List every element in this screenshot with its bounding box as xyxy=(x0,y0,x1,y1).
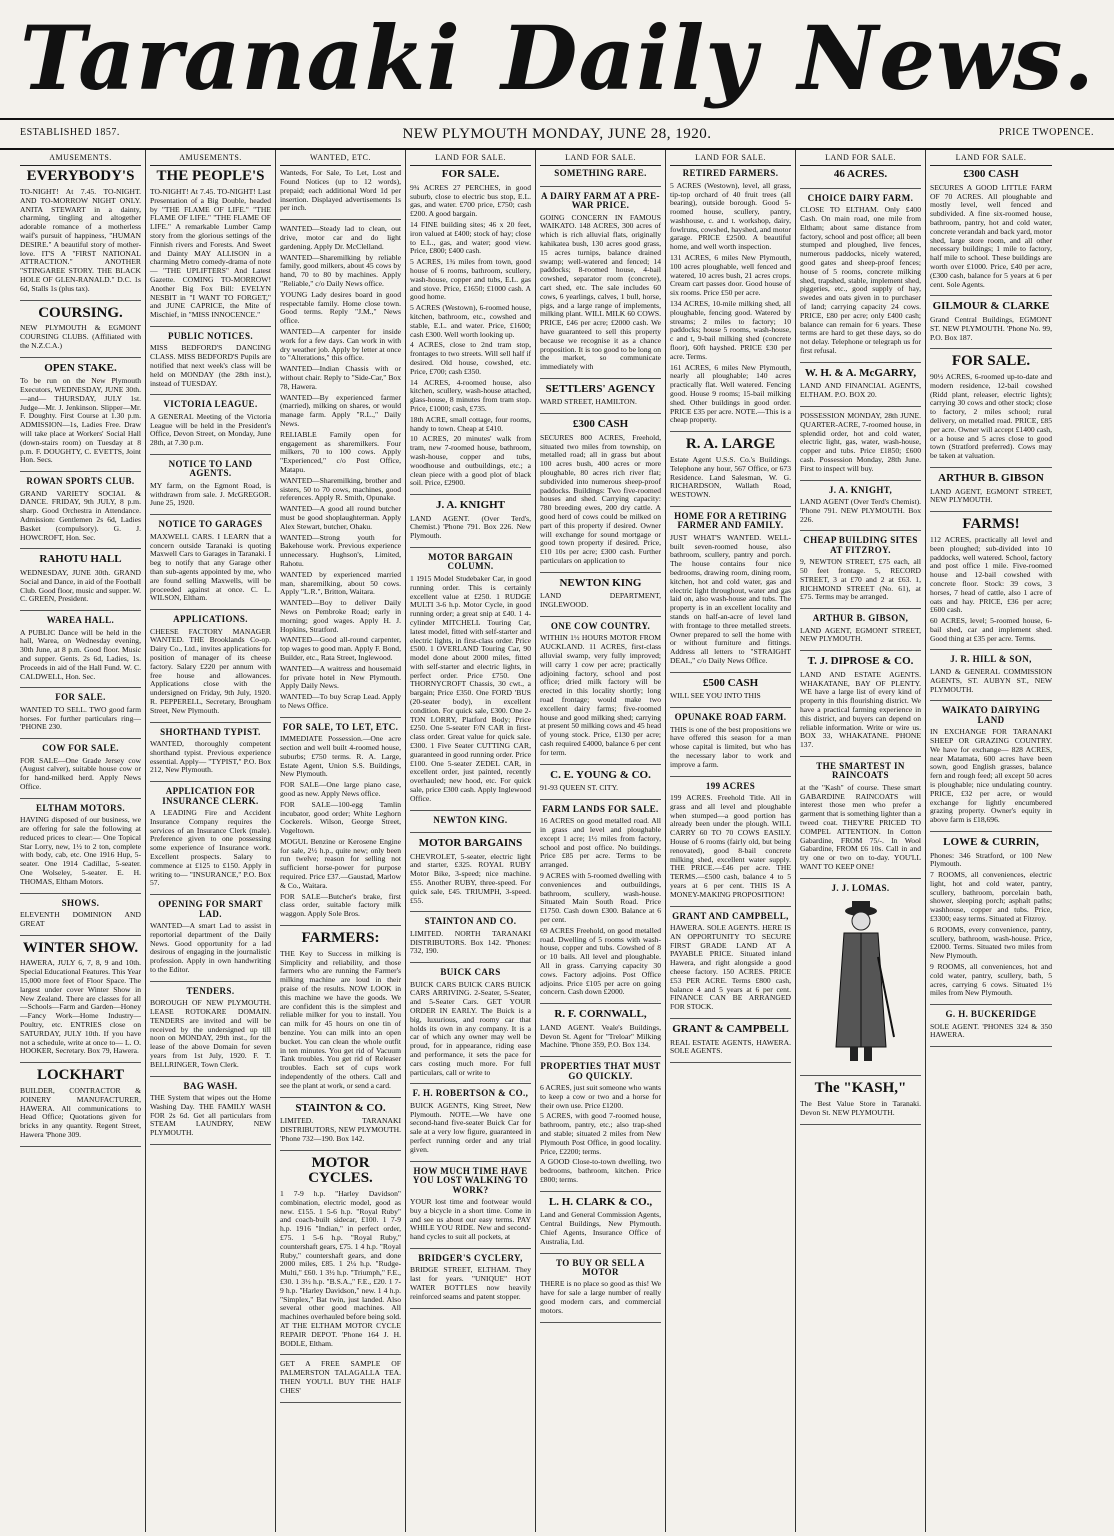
column xyxy=(406,150,536,1532)
ad-text: 5 ACRES (Westown), 6-roomed house, kitchen, bathroom, etc., cowshed and stable, E.L. and water. Price, £1600; cash £300. Well worth looking up. xyxy=(410,303,531,339)
ad-text: LAND AND FINANCIAL AGENTS, ELTHAM. P.O. BOX 20. xyxy=(800,381,921,400)
ad-text: THE System that wipes out the Home Washing Day. THE FAMILY WASH FOR 2s 6d. Get all particulars from STEAM LAUNDRY, NEW PLYMOUTH. xyxy=(150,1093,271,1138)
ad-heading: SHORTHAND TYPIST. xyxy=(160,726,261,737)
ad-heading: HOW MUCH TIME HAVE YOU LOST WALKING TO WORK? xyxy=(412,1165,529,1195)
ad-heading: CHEAP BUILDING SITES AT FITZROY. xyxy=(803,535,918,555)
ad-text: HAWERA, JULY 6, 7, 8, 9 and 10th. Special Educational Features. This Year 15,000 more feet of Floor Space. The largest under cover Winter Show in New Zealand. There are classes for all—Schools—Farm and Garden—Honey—Fancy Work—Home Industry—Poultry, etc. ENTRIES close on SATURDAY, JULY 10th. If you have not a schedule, write at once to— L. O. HOOKER, Secretary. Box 79, Hawera. xyxy=(20,958,141,1056)
ad-text: WANTED, thoroughly competent shorthand typist. Previous experience essential. Apply— "TYPIST," P.O. Box 212, New Plymouth. xyxy=(150,738,271,775)
advertisement xyxy=(20,477,141,549)
ad-text: 134 ACRES, 10-mile milking shed, all ploughable, fencing good. Watered by streams; 2 miles to factory; 10 paddocks; house 5 rooms, wash-house, c and t, 9-bail milking shed (concrete floor), 60ft hayshed. PRICE £30 per acre. Terms. xyxy=(670,299,791,361)
ad-heading: GRANT AND CAMPBELL, xyxy=(672,910,789,921)
ad-heading: OPUNAKE ROAD FARM. xyxy=(674,712,787,723)
raincoat-man-illustration xyxy=(816,897,906,1067)
ad-text: FOR SALE—One large piano case, good as new. Apply News office. xyxy=(280,780,401,798)
advertisement xyxy=(670,782,791,907)
ad-text: BOROUGH OF NEW PLYMOUTH. LEASE ROTOKARE DOMAIN. TENDERS are invited and will be received by the undersigned up till noon on MONDAY, 29th inst., for the lease of the above Domain for seven years from 1st July, 1920. F. T. BELLRINGER, Town Clerk. xyxy=(150,998,271,1069)
ad-heading: WAIKATO DAIRYING LAND xyxy=(941,705,1041,725)
ad-heading: SETTLERS' AGENCY xyxy=(545,382,656,395)
ad-heading: PROPERTIES THAT MUST GO QUICKLY. xyxy=(540,1061,661,1081)
ad-text: JUST WHAT'S WANTED. WELL-built seven-roomed house, also bathroom, scullery, pantry and porch. The house contains four nice bedrooms, drawing room, dining room, kitchen, hot and cold water, gas and electric light throughout, water and gas laid on, also wash-house and tubs. The property is in an excellent locality and stands on half-an-acre of level land with frontage to three metalled streets. Owner prepared to sell the home with or without furniture and fittings. Address all letters to "STRAIGHT DEAL," c/o Daily News Office. xyxy=(670,532,791,665)
advertisement xyxy=(150,400,271,455)
ad-text: HAWERA. SOLE AGENTS. HERE IS AN OPPORTUNITY TO SECURE FIRST GRADE LAND AT A PAYABLE PRICE. Situated inland Hawera, and right alongside a good cheese factory. 150 ACRES. PRICE £53 PER ACRE. Terms £800 cash, balance 4 and 5 years at 6 per cent. FINANCE CAN BE ARRANGED FOR STOCK. xyxy=(670,922,791,1012)
issue-date: NEW PLYMOUTH MONDAY, JUNE 28, 1920. xyxy=(402,126,712,142)
advertisement xyxy=(930,473,1052,512)
ad-text: IMMEDIATE Possession.—One acre section and well built 4-roomed house, suburbs; £750 terms. R. A. Large, Estate Agent, Union S.S. Buildings, New Plymouth. xyxy=(280,734,401,779)
advertisement xyxy=(280,1360,401,1402)
column-header: LAND FOR SALE. xyxy=(410,150,531,166)
ad-text: 14 ACRES, 4-roomed house, also kitchen, scullery, wash-house attached, glass-house, 8 minutes from tram stop. Price, £1000; cash, £735. xyxy=(410,377,531,413)
ad-heading: W. H. & A. McGARRY, xyxy=(804,366,917,379)
ad-text: A GOOD Close-to-town dwelling, two bedrooms, bathroom, kitchen. Price £800; terms. xyxy=(540,1157,661,1184)
column xyxy=(146,150,276,1532)
ad-text: MAXWELL CARS. I LEARN that a concern outside Taranaki is quoting Maxwell Cars to Garages in Taranaki. I beg to notify that any Garage other than sub-agents appointed by me, who are found selling Maxwells, will be proceeded against at once. C. L. WILSON, Eltham. xyxy=(150,531,271,603)
advertisement xyxy=(540,419,661,573)
ad-text: WANTED—Good all-round carpenter, top wages to good man. Apply F. Bond, Builder, etc., Rata Street, Inglewood. xyxy=(280,635,401,662)
advertisement xyxy=(410,169,531,495)
ad-heading: 46 ACRES. xyxy=(833,168,888,181)
column xyxy=(666,150,796,1532)
ad-text: GOING CONCERN IN FAMOUS WAIKATO. 148 ACRES, 300 acres of which is rich alluvial flats, originally kahikatea bush, 130 acres good grass, 15 acres turnips, balance drained swamp; well-watered and fenced; 14 paddocks; 8-roomed house, 4-bail cowshed, separator room (concrete), cart shed, etc. The sale includes 60 cows, 6 yearlings, calves, 1 bull, horse, pigs, and a large range of implements, milking plant. WILL MILK 60 COWS. PRICE, £46 per acre; £2000 cash. We have guaranteed to sell this property because we recognise it as a chance proposition. It is too good to be long on the market, so communicate immediately with xyxy=(540,212,661,372)
ad-text: LAND AGENT, EGMONT STREET, NEW PLYMOUTH. xyxy=(800,625,921,644)
ad-text: 6 ACRES, just suit someone who wants to keep a cow or two and a horse for their own use. Price £1200. xyxy=(540,1083,661,1110)
ad-text: SOLE AGENT. 'PHONES 324 & 350 HAWERA. xyxy=(930,1021,1052,1040)
ad-heading: J. A. KNIGHT xyxy=(435,499,506,512)
ad-text: WANTED—A smart Lad to assist in reportorial department of the Daily News. Good opportunity for a lad desirous of engaging in the journalistic profession. Apply in own handwriting to the Editor. xyxy=(150,921,271,975)
advertisement xyxy=(20,363,141,473)
advertisement xyxy=(150,787,271,895)
ad-text: WITHIN 1½ HOURS MOTOR FROM AUCKLAND. 11 ACRES, first-class alluvial swamp, very fully improved; will carry 1 cow per acre; practically adjoining factory, school and post office; dried milk factory will be erected in this locality shortly; long road frontage; would make two excellent dairy farms; five-roomed house and good milking shed; carrying at present 50 milking cows and 45 head of young stock. Price, £130 per acre; cash required £4000, balance 6 per cent for term. xyxy=(540,633,661,757)
ad-heading: APPLICATION FOR INSURANCE CLERK. xyxy=(162,786,259,806)
advertisement xyxy=(150,900,271,982)
ad-heading: MOTOR CYCLES. xyxy=(308,1154,373,1187)
ad-heading: GILMOUR & CLARKE xyxy=(932,300,1050,313)
ad-heading: SHOWS. xyxy=(61,897,100,908)
ad-heading: NEWTON KING. xyxy=(433,814,508,825)
advertisement xyxy=(930,301,1052,349)
newspaper-columns xyxy=(16,150,1106,1532)
ad-heading: WINTER SHOW. xyxy=(22,939,139,956)
advertisement xyxy=(930,354,1052,468)
advertisement xyxy=(280,1156,401,1356)
ad-heading: FARM LANDS FOR SALE. xyxy=(542,803,659,814)
ad-text: THERE is no place so good as this! We have for sale a large number of really good modern cars, and commercial motors. xyxy=(540,1279,661,1315)
advertisement xyxy=(280,1103,401,1151)
advertisement xyxy=(670,912,791,1019)
ad-text: 9¾ ACRES 27 PERCHES, in good suburb, close to electric bus stop, E.L. gas, and water. £700 price, £750; cash £200. A good bargain. xyxy=(410,182,531,219)
ad-text: IN EXCHANGE FOR TARANAKI SHEEP OR GRAZING COUNTRY. We have for exchange— 828 ACRES, near Matamata, 600 acres have been sown, good English grasses, balance fern and rough feed; all except 50 acres is ploughable; nice undulating country. PRICE, £32 per acre, or would exchange for lightly encumbered grazing property. Owner's equity in above farm is £18,696. xyxy=(930,727,1052,825)
advertisement xyxy=(930,1010,1052,1047)
ad-text: FOR SALE—100-egg Tamlin incubator, good order; White Leghorn Cockerels. Wilson, George Street, Vogeltown. xyxy=(280,799,401,836)
ad-text: CHEVROLET, 5-seater, electric light and starter, £325. ROYAL RUBY Motor Bike, 3-speed; nice machine. £55. Another RUBY, three-speed. For quick sale, £45. TRIUMPH, 3-speed. £55. xyxy=(410,851,531,905)
ad-text: FOR SALE—Butcher's brake, first class order, suitable factory milk waggon. Apply Sole Bros. xyxy=(280,891,401,919)
advertisement xyxy=(150,169,271,327)
ad-text: CLOSE TO ELTHAM. Only £400 Cash. On main road, one mile from Eltham; about same distance from factory, school and post office; all been stumped and ploughed, live fences, numerous paddocks, nicely watered, good gates and sheep-proof fences; house of 5 rooms, concrete milking shed, trapshed, stable, implement shed, piggeries, etc., good supply of hay, swedes and oats given in to purchaser of land; carrying capacity 24 cows. PRICE, £80 per acre; only £400 cash; balance can remain for 6 years. These terms are hard to get these days, so do not delay. Telephone or telegraph us for first refusal. xyxy=(800,205,921,355)
ad-heading: ELTHAM MOTORS. xyxy=(35,802,126,813)
ad-text: 5 ACRES, 1¾ miles from town, good house of 6 rooms, bathroom, scullery, wash-house, copper and tubs, E.L. gas and stove. Price, £1650; £1000 cash. A good home. xyxy=(410,257,531,302)
ad-heading: ONE COW COUNTRY. xyxy=(550,620,651,631)
ad-text: GET A FREE SAMPLE OF PALMERSTON TALAGALLA TEA. THEN YOU'LL BUY THE HALF CHES' xyxy=(280,1359,401,1395)
ad-text: WANTED TO SELL. TWO good farm horses. For further particulars ring— 'PHONE 230. xyxy=(20,704,141,732)
advertisement xyxy=(800,486,921,532)
advertisement xyxy=(540,770,661,800)
advertisement xyxy=(20,169,141,300)
advertisement xyxy=(800,536,921,609)
ad-text: 131 ACRES, 6 miles New Plymouth, 100 acres ploughable, well fenced and watered, 10 acres bush, 21 acres crops. Cream cart passes door. Good house of six rooms. Price £50 per acre. xyxy=(670,253,791,298)
advertisement xyxy=(930,655,1052,701)
advertisement xyxy=(800,884,921,1076)
advertisement xyxy=(20,554,141,611)
column xyxy=(796,150,926,1532)
ad-heading: T. J. DIPROSE & CO. xyxy=(807,655,914,668)
ad-text: WARD STREET, HAMILTON. xyxy=(540,397,637,407)
ad-text: A LEADING Fire and Accident Insurance Company requires the services of an Insurance Clerk (male). Preference given to one possessing some experience of Insurance work. Excellent prospects. Salary to commence at £125 to £150. Apply in writing to— "INSURANCE," P.O. Box 57. xyxy=(150,808,271,888)
advertisement xyxy=(540,1009,661,1057)
ad-heading: J. A. KNIGHT, xyxy=(828,484,893,495)
ad-text: WANTED—Sharemilking by reliable family, good milkers, about 45 cows by hand, 70 to 80 by machines. Apply "Reliable," c/o Daily News office. xyxy=(280,252,401,289)
ad-heading: NOTICE TO LAND AGENTS. xyxy=(168,459,253,479)
advertisement xyxy=(20,744,141,799)
ad-heading: LOWE & CURRIN, xyxy=(943,835,1039,848)
ad-text: WANTED—Indian Chassis with or without chair. Reply to "Side-Car," Box 78, Hawera. xyxy=(280,364,401,391)
ad-text: 6 ROOMS, every convenience, pantry, scullery, bathroom, wash-house. Price, £2000. Terms. Situated two miles from New Plymouth. xyxy=(930,924,1052,961)
ad-text: Land and General Commission Agents, Central Buildings, New Plymouth. Chief Agents, Insurance Office of Australia, Ltd. xyxy=(540,1210,661,1246)
ad-heading: BAG WASH. xyxy=(183,1080,238,1091)
ad-text: LAND AGENT, EGMONT STREET, NEW PLYMOUTH. xyxy=(930,486,1052,505)
ad-text: MOGUL Benzine or Kerosene Engine for sale, 2½ h.p., quite new; only been run twelve; reason for selling not sufficient horse-power for purpose required. Price £37.—Gaustad, Marlow & Co., Waitara. xyxy=(280,836,401,890)
ad-text: To be run on the New Plymouth Executors, WEDNESDAY, JUNE 30th. —and— THURSDAY, JULY 1st. Judge—Mr. J. Jenkinson. Slipper—Mr. F. Doughty. First Course at 1.30 p.m. ADMISSION—1s, Ladies Free. Draw will take place at Workers' Social Hall (down-stairs room) on Tuesday at 8 p.m. F. DOUGHTY, C. EVETTS, Joint Hon. Secs. xyxy=(20,376,141,465)
advertisement xyxy=(930,706,1052,832)
advertisement xyxy=(800,762,921,879)
advertisement xyxy=(800,169,921,189)
column-header: AMUSEMENTS. xyxy=(20,150,141,166)
ad-text: WANTED—A carpenter for inside work for a few days. Can work in with dry weather job. Apply by letter at once to "Alterations," this office. xyxy=(280,327,401,363)
advertisement xyxy=(540,384,661,414)
advertisement xyxy=(540,1259,661,1323)
advertisement xyxy=(280,169,401,220)
ad-text: WANTED—To buy Scrap Lead. Apply to News Office. xyxy=(280,692,401,710)
ad-text: 1 7-9 h.p. "Harley Davidson" combination, electric model, good as new. £155. 1 5-6 h.p. "Royal Ruby" and coach-built sidecar, £100. 1 7-9 h.p. 1916 "Indian," in perfect order, £75. 1 5-6 h.p. "Royal Ruby," countershaft gears, £75. 1 4 h.p. "Royal Ruby," countershaft gears, and done 2000 miles, £85. 1 2¼ h.p. "Rudge-Multi," £60. 1 3½ h.p. "Triumph," F.E., £30. 1 3½ h.p. "B.S.A.," F.E., £20. 1 7-9 h.p. "Harley Davidson," new. 1 4 h.p. "Simplex," Bat twin, just landed. Also several other good machines. All machines overhauled before being sold. AT THE ELTHAM MOTOR CYCLE REPAIR DEPOT. 'Phone 164 J. H. BODLE, Eltham. xyxy=(280,1189,401,1348)
advertisement xyxy=(800,412,921,481)
ad-text: 161 ACRES, 6 miles New Plymouth, nearly all ploughable; 140 acres practically flat. Well watered. Fencing good. House 9 rooms; 15-bail milking shed. Other buildings in good order. PRICE £35 per acre. NOTE.—This is a cheap property. xyxy=(670,362,791,425)
ad-heading: APPLICATIONS. xyxy=(173,614,248,625)
ad-heading: FOR SALE. xyxy=(951,353,1031,370)
ad-text: 199 ACRES. Freehold Title. All in grass and all level and ploughable when stumped—a good portion has already been under the plough. WILL CARRY 60 TO 70 COWS EASILY. House of 6 rooms (fairly old, but being renovated), good 8-bail concrete milking shed, excellent water supply. THE PRICE.—£46 per acre. THE TERMS.—£500 cash, balance 4 to 5 years at 6 per cent. THIS IS A MONEY-MAKING PROPOSITION! xyxy=(670,792,791,899)
advertisement xyxy=(540,169,661,186)
advertisement xyxy=(410,917,531,963)
ad-heading: GRANT & CAMPBELL xyxy=(672,1022,789,1035)
ad-heading: FOR SALE. xyxy=(441,168,500,181)
advertisement xyxy=(410,1089,531,1161)
ad-heading: J. R. HILL & SON, xyxy=(950,654,1032,665)
ad-heading: RETIRED FARMERS. xyxy=(682,168,779,179)
advertisement xyxy=(410,968,531,1084)
ad-text: LAND DEPARTMENT, INGLEWOOD. xyxy=(540,591,661,610)
ad-heading: ARTHUR B. GIBSON, xyxy=(812,613,909,624)
ad-text: WANTED by experienced married man, sharemilking, about 50 cows. Apply "L.R.", Britton, Waitara. xyxy=(280,569,401,597)
ad-heading: NEWTON KING xyxy=(559,576,642,589)
advertisement xyxy=(800,368,921,407)
column xyxy=(536,150,666,1532)
ad-text: The Best Value Store in Taranaki. Devon St. NEW PLYMOUTH. xyxy=(800,1098,921,1117)
ad-text: WANTED—Sharemilking, brother and sisters, 50 to 70 cows, machines, good references. Apply R. Smith, Opunake. xyxy=(280,475,401,503)
ad-heading: TO BUY OR SELL A MOTOR xyxy=(556,1257,645,1277)
advertisement xyxy=(150,332,271,395)
ad-text: LIMITED. TARANAKI DISTRIBUTORS, NEW PLYMOUTH. 'Phone 732—190. Box 142. xyxy=(280,1116,401,1143)
advertisement xyxy=(670,1024,791,1063)
ad-text: WANTED—By experienced farmer (married), milking on shares, or would manage farm. Apply "R.L.," Daily News. xyxy=(280,392,401,428)
advertisement xyxy=(800,656,921,757)
ad-heading: The "KASH," xyxy=(814,1080,907,1097)
ad-text: TO-NIGHT! At 7.45. TO-NIGHT! Last Presentation of a Big Double, headed by "THE FLAME OF LIFE." "THE FLAME OF LIFE." "THE FLAME OF LIFE." A remarkable Lumber Camp story from the glorious settings of the Finnish rivers and Forests. And Sweet and Dainty MAY ALLISON in a charming Metro comedy-drama of note— "THE UPLIFTERS" And Latest Gazette. COMING TO-MORROW! Another Big Fox Bill: EVELYN NESBIT in "I WANT TO FORGET," and JUNE CAPRICE, the Mite of Mischief, in "MISS INNOCENCE." xyxy=(150,187,271,320)
ad-text: 91-93 QUEEN ST. CITY. xyxy=(540,783,618,793)
advertisement xyxy=(280,225,401,717)
advertisement xyxy=(150,460,271,515)
ad-heading: £500 CASH xyxy=(702,676,759,689)
ad-text: BUICK AGENTS, King Street, New Plymouth. NOTE.—We have one second-hand five-seater Buick Car for sale at a very low figure, guaranteed in perfect running order and any trial given. xyxy=(410,1100,531,1154)
ad-heading: L. H. CLARK & CO., xyxy=(548,1195,653,1208)
ad-text: 14 FINE building sites; 46 x 20 feet, iron valued at £400; stock of hay; close to E.L., gas, and water; good view. Price, £800; £400 cash. xyxy=(410,220,531,256)
ad-heading: RAHOTU HALL xyxy=(39,553,122,566)
ad-heading: FARMERS: xyxy=(301,930,380,947)
ad-heading: £300 CASH xyxy=(963,168,1019,181)
ad-heading: PUBLIC NOTICES. xyxy=(167,330,254,341)
ad-heading: G. H. BUCKERIDGE xyxy=(945,1009,1037,1020)
ad-heading: ROWAN SPORTS CLUB. xyxy=(26,476,135,487)
advertisement xyxy=(930,169,1052,296)
advertisement xyxy=(410,1167,531,1249)
advertisement xyxy=(20,804,141,894)
advertisement xyxy=(150,520,271,610)
ad-heading: HOME FOR A RETIRING FARMER AND FAMILY. xyxy=(674,510,787,531)
ad-heading: TENDERS. xyxy=(186,985,235,996)
title-word: Taranaki xyxy=(20,6,461,110)
advertisement xyxy=(150,728,271,783)
ad-heading: FOR SALE. xyxy=(55,692,106,703)
ad-text: WANTED—A waitress and housemaid for private hotel in New Plymouth. Apply Daily News. xyxy=(280,663,401,691)
advertisement xyxy=(540,578,661,617)
ad-text: NEW PLYMOUTH & EGMONT COURSING CLUBS. (Affiliated with the N.Z.C.A.) xyxy=(20,323,141,350)
advertisement xyxy=(410,500,531,548)
column xyxy=(276,150,406,1532)
advertisement xyxy=(20,693,141,739)
ad-heading: ARTHUR B. GIBSON xyxy=(938,472,1044,485)
advertisement xyxy=(930,517,1052,650)
advertisement xyxy=(410,816,531,833)
advertisement xyxy=(20,306,141,358)
ad-heading: BUICK CARS xyxy=(440,967,501,978)
column xyxy=(926,150,1056,1532)
advertisement xyxy=(150,987,271,1077)
ad-text: 112 ACRES, practically all level and been ploughed; sub-divided into 10 paddocks, well watered. School, factory and post office 1 mile. Five-roomed house and 12-bail cowshed with concrete floor. Stock: 39 cows, 3 horses, 7 head of cattle, also 1 acre of oats and hay. PRICE, £36 per acre; £600 cash. xyxy=(930,534,1052,615)
ad-text: A GENERAL Meeting of the Victoria League will be held in the President's Office, Devon Street, on Monday, June 28th, at 7.30 p.m. xyxy=(150,411,271,448)
advertisement xyxy=(670,437,791,507)
ad-text: 5 ACRES, with good 7-roomed house, bathroom, pantry, etc.; also trap-shed and stable; situated 2 miles from New Plymouth Post Office, in good locality. Price, £2200; terms. xyxy=(540,1111,661,1156)
advertisement xyxy=(150,1082,271,1145)
ad-text: LAND AGENT. Veale's Buildings, Devon St. Agent for "Treloar" Milking Machine. 'Phone 359, P.O. Box 134. xyxy=(540,1022,661,1050)
advertisement xyxy=(670,713,791,776)
ad-text: LAND & GENERAL COMMISSION AGENTS, ST. AUBYN ST., NEW PLYMOUTH. xyxy=(930,666,1052,694)
ad-text: REAL ESTATE AGENTS, HAWERA. SOLE AGENTS. xyxy=(670,1037,791,1056)
ad-text: BRIDGE STREET, ELTHAM. They last for years. "UNIQUE" HOT WATER BOTTLES now heavily reinforced seams and patent stopper. xyxy=(410,1265,531,1301)
ad-text: LAND AND ESTATE AGENTS. WHAKATANE, BAY OF PLENTY. WE have a large list of every kind of property in this flourishing district. We have a practical farming experience in this district, and buyers can depend on reliable information. Write or wire us. BOX 33, WHAKATANE. PHONE 137. xyxy=(800,669,921,750)
ad-heading: OPENING FOR SMART LAD. xyxy=(158,899,263,919)
ad-text: MISS BEDFORD'S DANCING CLASS. MISS BEDFORD'S Pupils are notified that next week's class will be held on MONDAY (the 28th inst.), instead of TUESDAY. xyxy=(150,343,271,388)
ad-heading: FARMS! xyxy=(962,516,1020,533)
ad-text: WILL SEE YOU INTO THIS xyxy=(670,691,761,701)
newspaper-title xyxy=(20,8,1095,108)
ad-text: 9, NEWTON STREET, £75 each, all 50 feet frontage. 5, RECORD STREET, 3 at £70 and 2 at £63. 1, RICHMOND STREET (No. 61), at £75. Terms may be arranged. xyxy=(800,557,921,602)
ad-heading: THE SMARTEST IN RAINCOATS xyxy=(816,760,905,781)
column-header: LAND FOR SALE. xyxy=(930,150,1052,166)
ad-heading: R. F. CORNWALL, xyxy=(554,1008,647,1021)
ad-text: 9 ROOMS, all conveniences, hot and cold water, pantry, scullery, bath, 5 acres, carrying 6 cows. Situated 1½ miles from New Plymouth. xyxy=(930,962,1052,998)
column-header: LAND FOR SALE. xyxy=(800,150,921,166)
dateline-bar xyxy=(0,118,1114,150)
ad-heading: A DAIRY FARM AT A PRE-WAR PRICE. xyxy=(541,190,660,211)
ad-text: CHEESE FACTORY MANAGER WANTED. THE Brooklands Co-op. Dairy Co., Ltd., invites applications for position of manager of its cheese factory. Salary £220 per annum with free house and allowances. Applications close with the undersigned on Friday, 9th July, 1920. R. PEPPERELL, Secretary, Brougham Street, New Plymouth. xyxy=(150,626,271,715)
advertisement xyxy=(800,194,921,363)
ad-text: 90½ ACRES, 6-roomed up-to-date and modern residence, 12-bail cowshed (Ridd plant, releaser, electric lights); carrying 30 cows and other stock; close to factory, 2 miles school; rural delivery, on metalled road. PRICE, £85 per acre. Owner will accept £1400 cash, or a house and 5 acres close to good town (Stratford preferred). Cows may be taken at valuation. xyxy=(930,372,1052,461)
title-word: Daily xyxy=(501,6,758,110)
ad-text: A PUBLIC Dance will be held in the hall, Warea, on Wednesday evening, 30th June, at 8 p.m. Good floor. Music and supper. Gents. 2s 6d, Ladies, 1s. Proceeds in aid of the Hall Fund. W. C. CALDWELL, Hon. Sec. xyxy=(20,627,141,681)
ad-heading: BRIDGER'S CYCLERY, xyxy=(418,1252,523,1263)
ad-heading: R. A. LARGE xyxy=(685,436,776,453)
ad-heading: VICTORIA LEAGUE. xyxy=(163,399,258,410)
ad-text: WANTED—A good all round butcher must be good shoplaughterman. Apply Alex Stewart, butcher, Ohaku. xyxy=(280,504,401,531)
ad-text: MY farm, on the Egmont Road, is withdrawn from sale. J. McGREGOR. June 25, 1920. xyxy=(150,480,271,508)
ad-text: 1 1915 Model Studebaker Car, in good running order. This is certainly excellent value at £250. 1 RUDGE MULTI 3-6 h.p. Motor Cycle, in good running order; a great snip at £40. 1 4-cylinder MITCHELL Touring Car, latest model, fitted with self-starter and electric lights, in first-class order. Price £500. 1 OVERLAND Touring Car, 90 model done about 2000 miles, fitted with self-starter and electric lights, in perfect order. Price £750. One THORNYCROFT Chassis, 30 cwt., a bargain; Price £350. One FORD 'BUS (20-seater body), in excellent condition. For quick sale, £300. One 2-TON LORRY, Platford Body; Price £250. One 5-seater F/N CAR in first-class order. Great value for quick sale. £300. 1 Five Seater CUTTING CAR, guaranteed in good running order. Price £100. One 5-seater ZEDEL CAR, in excellent order, just painted, recently overhauled; new hood, etc. For quick sale, price £300 cash. Apply Inglewood Office. xyxy=(410,573,531,803)
ad-text: ELEVENTH DOMINION AND GREAT xyxy=(20,910,141,928)
ad-text: LIMITED. NORTH TARANAKI DISTRIBUTORS. Box 142. 'Phones: 732, 190. xyxy=(410,928,531,956)
column-header: WANTED, ETC. xyxy=(280,150,401,166)
ad-heading: COURSING. xyxy=(38,304,123,321)
ad-text: SECURES 800 ACRES, Freehold, situated two miles from township, on metalled road; all in grass but about 100 acres bush, 400 acres or more ploughable, 80 acres rich river flat; subdivided into numerous sheep-proof paddocks. Buildings: Two five-roomed houses and shed. Carrying capacity: 780 breeding ewes, 200 dry cattle. A good herd of cows could be milked on part of this property if desired. Owner will exchange for sound mortgage or good town property if desired. Price, £10 10s per acre; £300 cash. Further particulars on application to xyxy=(540,432,661,565)
advertisement xyxy=(20,941,141,1064)
ad-text: BUILDER, CONTRACTOR & JOINERY MANUFACTURER, HAWERA. All communications to Head Office; Quotations given for bricks in any quantity. Regent Street, Hawera 'Phone 309. xyxy=(20,1085,141,1139)
ad-text: BUICK CARS BUICK CARS BUICK CARS ARRIVING. 2-Seater, 5-Seater, and 5-Seater Cars. GET YOUR ORDER IN EARLY. The Buick is a big, luxurious, and roomy car that holds its own in any company. It is a car of which any owner may well be proud, for in appearance, riding ease and performance, it sets the pace for cars costing much more. For full particulars, call or write to xyxy=(410,979,531,1077)
advertisement xyxy=(280,723,401,926)
ad-text: TO-NIGHT! At 7.45. TO-NIGHT. AND TO-MORROW NIGHT ONLY. ANITA STEWART in a dainty, charming, tingling and altogether adorable romance of a motherless waif's pursuit of happiness, "HUMAN DESIRE." A beautiful story of mother-love. IT'S A "FIRST NATIONAL ATTRACTION." ANOTHER "STINGAREE STORY. THE BLACK HOLE OF GLEN-RANALD." D.C. 1s 6d, Stalls 1s (plus tax). xyxy=(20,187,141,293)
ad-text: FOR SALE—One Grade Jersey cow (August calver), suitable house cow or for hand-milked herd. Apply News Office. xyxy=(20,755,141,792)
ad-text: 10 ACRES, 20 minutes' walk from tram, new 7-roomed house, bathroom, wash-house, copper and tubs, woodhouse and outbuildings, etc.; a clean piece with a good plot of black soil. Price, £2900. xyxy=(410,434,531,488)
advertisement xyxy=(280,931,401,1098)
ad-text: at the "Kash" of course. These smart GABARDINE RAINCOATS will interest those men who prefer a garment that is something lighter than a tweed coat. THEY'RE PRICED TO COMPEL ATTENTION. In Cotton Gabardine, FROM 75/-. In Wool Gabardine, FROM £6 10s. Call in and try one or two on to-day. YOU'LL WANT TO KEEP ONE! xyxy=(800,782,921,871)
column-header: LAND FOR SALE. xyxy=(670,150,791,166)
advertisement xyxy=(670,169,791,432)
ad-heading: NOTICE TO GARAGES xyxy=(158,519,263,530)
ad-text: RELIABLE Family open for engagement as sharemilkers. Four milkers, 70 to 100 cows. Apply "Experienced," c/o Post Office, Matapu. xyxy=(280,429,401,474)
advertisement xyxy=(410,1254,531,1309)
ad-heading: STAINTON & CO. xyxy=(295,1101,386,1114)
ad-heading: WAREA HALL. xyxy=(46,615,115,626)
ad-text: 4 ACRES, close to 2nd tram stop, frontages to two streets. Will sell half if desired. Old house, cowshed, etc. Price, £700; cash £350. xyxy=(410,340,531,376)
ad-heading: THE PEOPLE'S xyxy=(156,168,265,185)
ad-heading: OPEN STAKE. xyxy=(44,361,117,374)
ad-text: Estate Agent U.S.S. Co.'s Buildings. Telephone any hour, 567 Office, or 673 Residence. Land Salesman, W. G. RICHARDSON, Wallath Road, WESTOWN. xyxy=(670,454,791,500)
column xyxy=(16,150,146,1532)
ad-heading: STAINTON AND CO. xyxy=(424,916,517,927)
ad-text: THE Key to Success in milking is Simplicity and reliability, and those farmers who are running the Farmer's milking machine are loud in their praise of the results. NOW LOOK in this machine we have the goods. We are confident this is the simplest and reliable milker for you to install. You can milk for 45 hours on one tin of benzine. You can milk into an open bucket. You can clean the whole outfit in ten minutes. You get rid of Vacuum Tank troubles. You get rid of Releaser troubles. Each set of cups work independently of the others. Call and see the plant at work, or send a card. xyxy=(280,948,401,1090)
advertisement xyxy=(20,899,141,936)
advertisement xyxy=(540,805,661,1004)
ad-text: Phones: 346 Stratford, or 100 New Plymouth. xyxy=(930,850,1052,869)
advertisement xyxy=(670,512,791,673)
advertisement xyxy=(20,1068,141,1147)
ad-text: LAND AGENT (Over Terd's Chemist). 'Phone 791. NEW PLYMOUTH. Box 226. xyxy=(800,496,921,524)
ad-text: WANTED—Strong youth for Bakehouse work. Previous experience unnecessary. Hughson's, Limited, Rahotu. xyxy=(280,532,401,568)
ad-heading: COW FOR SALE. xyxy=(42,743,119,754)
advertisement xyxy=(540,1062,661,1192)
masthead xyxy=(0,0,1114,118)
column-header: LAND FOR SALE. xyxy=(540,150,661,166)
ad-text: WEDNESDAY, JUNE 30th. GRAND Social and Dance, in aid of the Football Club. Good floor, music and supper. W. C. GREEN, President. xyxy=(20,568,141,604)
advertisement xyxy=(540,1197,661,1254)
advertisement xyxy=(410,553,531,811)
ad-text: 18th ACRE, small cottage, four rooms, handy to town. Cheap at £410. xyxy=(410,414,531,433)
advertisement xyxy=(800,614,921,651)
ad-heading: MOTOR BARGAINS xyxy=(418,837,523,850)
ad-text: 7 ROOMS, all conveniences, electric light, hot and cold water, pantry, scullery, bathroom, porcelain bath, shower, sleeping porch; asphalt paths; washhouse, copper and tubs. Price, £3300; easy terms. Situated at Fitzroy. xyxy=(930,870,1052,924)
ad-text: THIS is one of the best propositions we have offered this season for a man whose capital is limited, but who has the necessary labor to work and improve a farm. xyxy=(670,724,791,769)
advertisement xyxy=(670,678,791,708)
ad-heading: SOMETHING RARE. xyxy=(554,168,647,179)
ad-heading: MOTOR BARGAIN COLUMN. xyxy=(428,552,513,572)
advertisement xyxy=(410,838,531,912)
ad-text: YOUNG Lady desires board in good respectable family. Home close town. Good terms. Reply "J.M.," News office. xyxy=(280,289,401,326)
advertisement xyxy=(20,616,141,688)
ad-text: SECURES A GOOD LITTLE FARM OF 70 ACRES. All ploughable and mostly level, well fenced and subdivided. A fine six-roomed house, bathroom, pantry, hot and cold water, concrete verandah and back yard, motor shed, large store room, and all other necessary buildings; 1 mile to factory, half mile to school. These buildings are worth over £1000. Price, £40 per acre, (£300 cash, balance for 5 years at 6 per cent. Sole Agents. xyxy=(930,182,1052,289)
ad-text: WANTED—Boy to deliver Daily News on Pembroke Road; early in morning; good wages. Apply H. J. Hopkins, Stratford. xyxy=(280,598,401,634)
ad-heading: CHOICE DAIRY FARM. xyxy=(807,192,914,203)
advertisement xyxy=(150,615,271,722)
ad-heading: £300 CASH xyxy=(572,418,629,431)
ad-text: 60 ACRES, level; 5-roomed house, 6-bail shed, car and implement shed. Good thing at £35 per acre. Terms. xyxy=(930,616,1052,643)
ad-text: 9 ACRES with 5-roomed dwelling with conveniences and outbuildings, bathroom, scullery, wash-house. Situated Main South Road. Price £1750. Cash down £300. Balance at 6 per cent. xyxy=(540,871,661,925)
advertisement xyxy=(930,837,1052,1005)
ad-heading: F. H. ROBERTSON & CO., xyxy=(412,1088,529,1099)
ad-heading: 199 ACRES xyxy=(705,780,756,791)
ad-text: YOUR lost time and footwear would buy a bicycle in a short time. Come in and see us about our easy terms. PAY WHILE YOU RIDE. New and second-hand cycles to suit all pockets, at xyxy=(410,1196,531,1242)
ad-heading: J. J. LOMAS. xyxy=(831,882,890,893)
ad-text: WANTED—Steady lad to clean, out drive, motor car and do light gardening. Apply Dr. McClelland. xyxy=(280,224,401,251)
advertisement xyxy=(800,1081,921,1124)
ad-text: LAND AGENT. (Over Terd's, Chemist.) 'Phone 791. Box 226. New Plymouth. xyxy=(410,513,531,541)
ad-text: Wanteds, For Sale, To Let, Lost and Found Notices (up to 12 words), prepaid; each additional Word 1d per insertion. Displayed advertisements 1s per inch. xyxy=(280,168,401,213)
ad-text: 69 ACRES Freehold, on good metalled road. Dwelling of 5 rooms with wash-house, copper and tubs. Cowshed of 8 or 10 bails. All level and ploughable. All in grass. Carrying capacity 30 cows. Factory adjoins. Post Office adjoins. Price £105 per acre on going concern. Cash down £2000. xyxy=(540,925,661,997)
issue-price: PRICE TWOPENCE. xyxy=(998,127,1094,138)
ad-text: HAVING disposed of our business, we are offering for sale the following at reduced prices to clear:— One Topical Star Lorry, new, 1½ to 2 ton, complete with body, cab, etc. One 1916 Hup, 5-seater. One 1914 Cadillac, 5-seater. One Wolseley, 5-seater. E. H. THOMAS, Eltham Motors. xyxy=(20,815,141,886)
advertisement xyxy=(540,192,661,379)
ad-heading: EVERYBODY'S xyxy=(26,168,135,185)
advertisement xyxy=(540,622,661,765)
ad-text: GRAND VARIETY SOCIAL & DANCE. FRIDAY, 9th JULY, 8 p.m. sharp. Good Orchestra in Attendance. Admission: Gentlemen 2s 6d, Ladies Basket (compulsory). G. J. HOWCROFT, Hon. Sec. xyxy=(20,488,141,542)
column-header: AMUSEMENTS. xyxy=(150,150,271,166)
ad-text: Grand Central Buildings, EGMONT ST. NEW PLYMOUTH. 'Phone No. 99, P.O. Box 187. xyxy=(930,314,1052,342)
ad-heading: LOCKHART xyxy=(37,1067,124,1084)
ad-text: POSSESSION MONDAY, 28th JUNE. QUARTER-ACRE, 7-roomed house, in splendid order, hot and cold water, electric light, gas, water, wash-house, copper and tubs. Price £1850; £600 cash. Possession Monday, 28th June. First to inspect will buy. xyxy=(800,410,921,473)
ad-text: 16 ACRES on good metalled road. All in grass and level and ploughable except 1 acre; 1½ miles from factory, school and post office. No buildings. Price £85 per acre. Terms to be arranged. xyxy=(540,816,661,870)
ad-heading: C. E. YOUNG & CO. xyxy=(550,768,651,781)
title-word: News. xyxy=(797,6,1095,110)
ad-text: 5 ACRES (Westown), level, all grass, tip-top orchard of 40 fruit trees (all bearing), outside borough. Good 5-roomed house, scullery, pantry, washhouse, c. and t. workshop, dairy, fowlruns, cowshed, hayshed, and motor garage. PRICE £2500. A beautiful home, and well worth inspection. xyxy=(670,180,791,252)
established-year: ESTABLISHED 1857. xyxy=(20,127,120,138)
ad-heading: FOR SALE, TO LET, ETC. xyxy=(282,721,399,732)
